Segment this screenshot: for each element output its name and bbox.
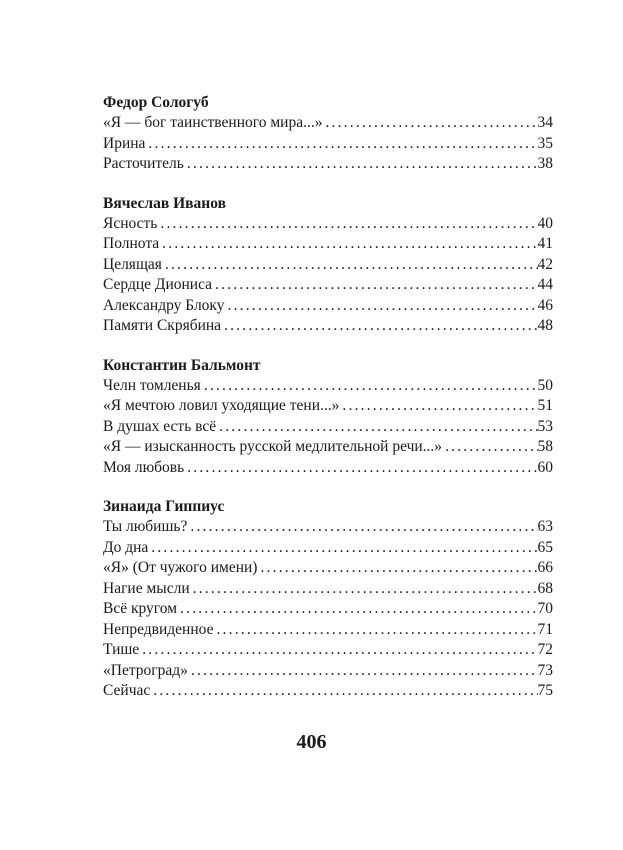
- entry-page-number: 34: [537, 114, 553, 131]
- entry-title: Ты любишь?: [103, 518, 188, 535]
- toc-section-sologub: [103, 92, 553, 175]
- page-number: 406: [296, 731, 327, 753]
- toc-section-ivanov: [103, 193, 553, 337]
- entry-page-number: 38: [537, 155, 553, 172]
- entry-page-number: 53: [537, 417, 553, 435]
- entry-page-number: 66: [537, 559, 553, 576]
- toc-entry: [103, 538, 553, 559]
- dot-leader: [191, 661, 538, 682]
- dot-leader: [187, 458, 537, 479]
- dot-leader: [445, 437, 537, 458]
- author-heading: Зинаида Гиппиус: [103, 498, 225, 515]
- entry-page-number: 46: [537, 296, 553, 314]
- toc-entry: [103, 458, 553, 479]
- entry-page-number: 44: [537, 276, 553, 293]
- entry-page-number: 42: [537, 255, 553, 273]
- entry-page-number: 65: [537, 538, 553, 556]
- toc-entry: [103, 255, 553, 276]
- toc-entry: [103, 134, 553, 155]
- dot-leader: [224, 316, 537, 337]
- entry-title: «Я» (От чужого имени): [103, 559, 258, 576]
- toc-entry: [103, 275, 553, 296]
- table-of-contents: [103, 92, 553, 720]
- dot-leader: [180, 599, 537, 620]
- toc-entry: [103, 316, 553, 337]
- entry-title: «Я мечтою ловил уходящие тени...»: [103, 397, 340, 414]
- dot-leader: [260, 558, 537, 579]
- toc-entry: [103, 599, 553, 620]
- dot-leader: [142, 640, 537, 661]
- toc-entry: [103, 113, 553, 134]
- entry-title: В душах есть всё: [103, 417, 217, 435]
- entry-page-number: 73: [537, 661, 553, 679]
- dot-leader: [204, 376, 538, 397]
- dot-leader: [342, 396, 537, 417]
- toc-entry: [103, 396, 553, 417]
- entry-title: Александру Блоку: [103, 296, 225, 314]
- entry-title: Расточитель: [103, 155, 184, 172]
- dot-leader: [148, 134, 537, 155]
- entry-page-number: 51: [537, 397, 553, 414]
- toc-section-balmont: [103, 355, 553, 479]
- entry-title: Целящая: [103, 255, 162, 273]
- toc-entry: [103, 296, 553, 317]
- dot-leader: [190, 517, 537, 538]
- entry-title: Сердце Диониса: [103, 276, 213, 293]
- dot-leader: [216, 620, 537, 641]
- toc-entry: [103, 620, 553, 641]
- toc-entry: [103, 661, 553, 682]
- entry-title: «Я — изысканность русской медлительной речи...»: [103, 438, 443, 455]
- entry-title: Моя любовь: [103, 458, 185, 476]
- entry-page-number: 71: [537, 620, 553, 638]
- entry-title: Полнота: [103, 235, 160, 252]
- dot-leader: [162, 234, 537, 255]
- toc-entry: [103, 417, 553, 438]
- entry-title: Непредвиденное: [103, 620, 214, 638]
- author-heading: Вячеслав Иванов: [103, 194, 226, 212]
- dot-leader: [165, 255, 538, 276]
- entry-page-number: 41: [537, 235, 553, 252]
- toc-entry: [103, 681, 553, 702]
- dot-leader: [187, 154, 538, 175]
- dot-leader: [151, 538, 537, 559]
- toc-entry: [103, 234, 553, 255]
- author-heading: Константин Бальмонт: [103, 356, 261, 374]
- toc-entry: [103, 214, 553, 235]
- entry-page-number: 60: [537, 458, 553, 476]
- entry-page-number: 48: [537, 317, 553, 334]
- dot-leader: [193, 579, 538, 600]
- dot-leader: [325, 113, 537, 134]
- entry-page-number: 35: [537, 134, 553, 152]
- entry-page-number: 40: [537, 214, 553, 232]
- dot-leader: [160, 214, 537, 235]
- entry-page-number: 50: [537, 376, 553, 394]
- entry-page-number: 75: [537, 682, 553, 699]
- dot-leader: [215, 275, 537, 296]
- dot-leader: [228, 296, 538, 317]
- dot-leader: [153, 681, 537, 702]
- entry-title: «Петроград»: [103, 661, 188, 679]
- entry-title: Челн томленья: [103, 376, 201, 394]
- entry-title: Нагие мысли: [103, 579, 190, 597]
- entry-title: Памяти Скрябина: [103, 317, 222, 334]
- entry-page-number: 63: [537, 518, 553, 535]
- entry-title: Ясность: [103, 214, 158, 232]
- toc-entry: [103, 437, 553, 458]
- entry-page-number: 70: [537, 600, 553, 617]
- entry-title: Сейчас: [103, 682, 151, 699]
- entry-title: Всё кругом: [103, 600, 178, 617]
- toc-entry: [103, 579, 553, 600]
- toc-entry: [103, 154, 553, 175]
- entry-title: Тише: [103, 641, 140, 658]
- entry-title: «Я — бог таинственного мира...»: [103, 114, 323, 131]
- entry-title: До дна: [103, 538, 149, 556]
- dot-leader: [219, 417, 537, 438]
- toc-entry: [103, 517, 553, 538]
- toc-entry: [103, 376, 553, 397]
- entry-page-number: 58: [537, 438, 553, 455]
- entry-page-number: 68: [537, 579, 553, 597]
- toc-section-gippius: [103, 496, 553, 702]
- toc-entry: [103, 558, 553, 579]
- toc-entry: [103, 640, 553, 661]
- entry-title: Ирина: [103, 134, 146, 152]
- author-heading: Федор Сологуб: [103, 94, 209, 111]
- entry-page-number: 72: [537, 641, 553, 658]
